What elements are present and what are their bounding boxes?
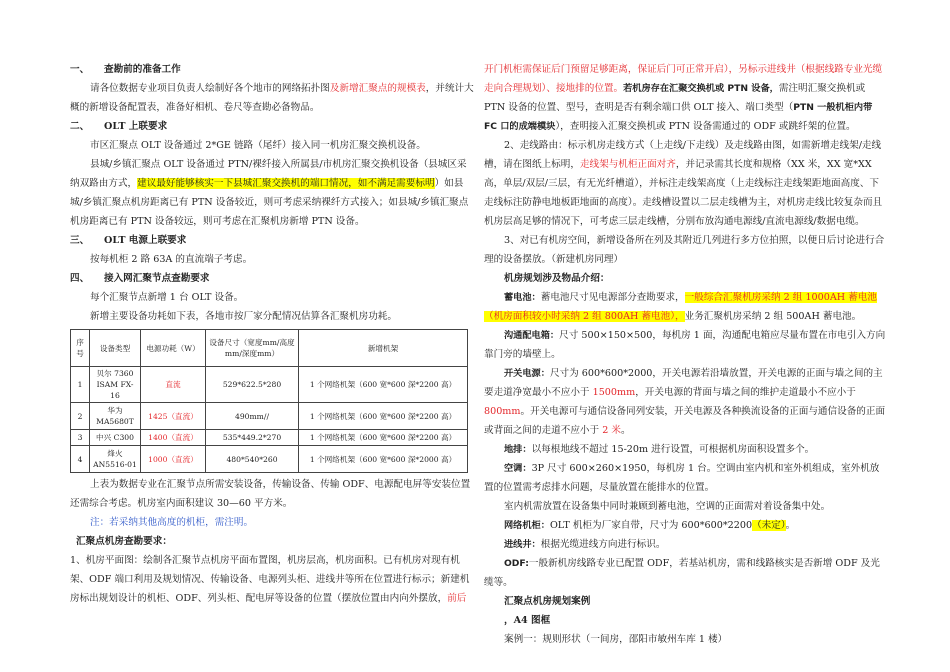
- item-label: 网络机柜：: [504, 520, 550, 531]
- item-label: ODF:: [504, 558, 529, 569]
- table-row: [71, 403, 468, 430]
- table-cell: 中兴 C300: [90, 430, 141, 446]
- left-column: [70, 60, 475, 608]
- item-label: 蓄电池：: [504, 292, 541, 303]
- section-heading: [70, 60, 475, 79]
- paragraph: 开门机柜需保证后门预留足够距离，保证后门可正常开启），另标示进线井（根据线路专业光缆走向合理规划）、接地排的位置。若机房存在汇聚交换机或 PTN 设备，需注明汇聚交换机或 PTN 设备的位置、型号，查明是否有剩余端口供 OLT 接入、端口类型（PTN 一般机柜内带 FC 口的成端模块），查明接入汇聚交换机或 PTN 设备需通过的 ODF 或跳纤架的位置。: [484, 64, 883, 132]
- section-title: 查勘前的准备工作: [104, 64, 181, 75]
- table-header: 序号: [71, 330, 90, 367]
- section-heading: [70, 117, 475, 136]
- table-cell: 1: [71, 367, 90, 403]
- section-number: 一、: [70, 64, 90, 75]
- item-label: 空调：: [504, 463, 532, 474]
- paragraph: 市区汇聚点 OLT 设备通过 2*GE 链路（尾纤）接入同一机房汇聚交换机设备。: [90, 140, 426, 151]
- paragraph: 室内机需放置在设备集中同时兼顾到蓄电池，空调的正面需对着设备集中处。: [504, 501, 831, 512]
- table-cell: 4: [71, 446, 90, 473]
- paragraph: 开关电源：尺寸为 600*600*2000，开关电源若沿墙放置，开关电源的正面与墙之间的主要走道净宽最小不应小于 1500mm，开关电源的背面与墙之间的维护走道最小不应小于 800mm。开关电源可与通信设备同列安装，开关电源及各种换流设备的正面与通信设备的正面或背面之间的走道不应小于 2 米。: [484, 368, 886, 436]
- item-label: 地排：: [504, 444, 532, 455]
- paragraph: ODF:一般新机房线路专业已配置 ODF，若基站机房，需和线路核实是否新增 ODF 及光缆等。: [484, 558, 880, 588]
- table-header: 新增机架: [299, 330, 468, 367]
- table-cell: 1 个网络机架（600 宽*600 深*2200 高）: [299, 430, 468, 446]
- bold-text: 若机房存在汇聚交换机或 PTN 设备，: [623, 83, 779, 94]
- subsection-title: 汇聚点机房规划案例: [504, 596, 591, 607]
- paragraph: 上表为数据专业在汇聚节点所需安装设备，传输设备、传输 ODF、电源配电屏等安装位置还需综合考虑。机房室内面积建议 30—60 平方米。: [70, 479, 471, 509]
- subsection-title: 汇聚点机房查勘要求：: [76, 536, 172, 547]
- paragraph: 新增主要设备功耗如下表，各地市按厂家分配情况估算各汇聚机房功耗。: [90, 311, 397, 322]
- section-title: 接入网汇聚节点查勘要求: [104, 273, 210, 284]
- table-cell: 1000（直流）: [141, 446, 206, 473]
- table-row: [71, 367, 468, 403]
- table-cell: 烽火 AN5516-01: [90, 446, 141, 473]
- paragraph: 每个汇聚节点新增 1 台 OLT 设备。: [90, 292, 244, 303]
- red-text: 前后: [447, 593, 467, 604]
- table-header: 电源功耗（W）: [141, 330, 206, 367]
- right-column: [484, 60, 886, 649]
- paragraph: 地排：以每根地线不超过 15-20m 进行设置，可根据机房面积设置多个。: [504, 444, 815, 455]
- note-text: 注：若采纳其他高度的机柜，需注明。: [90, 517, 254, 528]
- item-label: 进线井：: [504, 539, 541, 550]
- table-row: [71, 446, 468, 473]
- table-cell: 1 个网络机架（600 宽*600 深*2200 高）: [299, 403, 468, 430]
- table-cell: 480*540*260: [206, 446, 299, 473]
- section-title: OLT 电源上联要求: [104, 235, 187, 246]
- paragraph: 案例一：规则形状（一间房，邵阳市敏州车库 1 楼）: [504, 634, 728, 645]
- red-text: ，另标示进线井（根据线路专业光缆走向合理规划）、接地排的位置。: [484, 64, 883, 94]
- paragraph: 请各位数据专业项目负责人绘制好各个地市的网络拓扑图及新增汇聚点的规模表，并统计大概的新增设备配置表，准备好相机、卷尺等查勘必备物品。: [70, 83, 474, 113]
- section-number: 三、: [70, 235, 90, 246]
- equipment-table: [70, 329, 468, 473]
- table-cell: 535*449.2*270: [206, 430, 299, 446]
- subsection-title: ，A4 图框: [504, 615, 551, 626]
- table-header-row: [71, 330, 468, 367]
- table-cell: 1400（直流）: [141, 430, 206, 446]
- red-text: 1500mm: [592, 387, 636, 398]
- paragraph: 进线井：根据光缆进线方向进行标识。: [504, 539, 666, 550]
- highlighted-text: 建议最好能够核实一下县城汇聚交换机的端口情况，如不满足需要标明: [137, 178, 435, 189]
- red-text: 800mm: [484, 406, 521, 417]
- table-cell: 直流: [141, 367, 206, 403]
- bold-text: PTN 一般机柜内带 FC 口的成端模块: [484, 102, 873, 132]
- table-cell: 华为 MA5680T: [90, 403, 141, 430]
- paragraph: 沟通配电箱：尺寸 500×150×500，每机房 1 面，沟通配电箱应尽量布置在市电引入方向靠门旁的墙壁上。: [484, 330, 886, 360]
- table-cell: 490mm//: [206, 403, 299, 430]
- table-cell: 2: [71, 403, 90, 430]
- red-text: 2 米: [602, 425, 621, 436]
- red-text: 走线架与机柜正面对齐: [579, 159, 676, 170]
- paragraph: 2、走线路由：标示机房走线方式（上走线/下走线）及走线路由图，如需新增走线架/走线槽，请在图纸上标明，走线架与机柜正面对齐，并记录需其长度和规格（XX 米，XX 宽*XX 高，单层/双层/三层，有无光纤槽道），并标注走线架高度（上走线标注走线架距地面高度、下走线标注防静电地板距地面的高度）。走线槽设置以二层走线槽为主，对机房走线比较复杂而且机房层高足够的情况下，可考虑三层走线槽，分别布放沟通电源线/直流电源线/数据电缆。: [484, 140, 883, 227]
- table-cell: 1 个网络机架（600 宽*600 深*2200 高）: [299, 367, 468, 403]
- subsection-title: 机房规划涉及物品介绍：: [504, 273, 610, 284]
- red-text: 及新增汇聚点的规模表: [329, 83, 426, 94]
- section-number: 四、: [70, 273, 90, 284]
- table-cell: 贝尔 7360 ISAM FX-16: [90, 367, 141, 403]
- section-title: OLT 上联要求: [104, 121, 168, 132]
- table-header: 设备尺寸（宽度mm/高度mm/深度mm）: [206, 330, 299, 367]
- item-label: 沟通配电箱：: [504, 330, 560, 341]
- section-heading: [70, 231, 475, 250]
- paragraph: 3、对已有机房空间，新增设备所在列及其附近几列进行多方位拍照，以便日后讨论进行合理的设备摆放。（新建机房同理）: [484, 235, 885, 265]
- highlighted-text: 一般综合汇聚机房采纳 2 组 1000AH 蓄电池（机房面积较小时采纳 2 组 800AH 蓄电池），: [484, 292, 877, 322]
- paragraph: 空调：3P 尺寸 600×260×1950，每机房 1 台。空调由室内机和室外机组成，室外机放置的位置需考虑排水问题，尽量放置在能排水的位置。: [484, 463, 880, 493]
- table-cell: 3: [71, 430, 90, 446]
- table-cell: 1 个网络机架（600 宽*600 深*2000 高）: [299, 446, 468, 473]
- paragraph: 县城/乡镇汇聚点 OLT 设备通过 PTN/裸纤接入所属县/市机房汇聚交换机设备（县城区采纳双路由方式，建议最好能够核实一下县城汇聚交换机的端口情况，如不满足需要标明）如县城/乡镇汇聚点机房距离已有 PTN 设备较近，则可考虑采纳裸纤方式接入；如县城/乡镇汇聚点机房距离已有 PTN 设备较远，则可考虑在汇聚机房新增 PTN 设备。: [70, 159, 469, 227]
- section-heading: [70, 269, 475, 288]
- paragraph: 蓄电池：蓄电池尺寸见电源部分查勘要求，一般综合汇聚机房采纳 2 组 1000AH 蓄电池（机房面积较小时采纳 2 组 800AH 蓄电池），业务汇聚机房采纳 2 组 500AH 蓄电池。: [484, 292, 877, 322]
- paragraph: 网络机柜：OLT 机柜为厂家自带，尺寸为 600*600*2200（未定）。: [504, 520, 796, 531]
- paragraph: 1、机房平面图：绘制各汇聚节点机房平面布置图，机房层高，机房面积。已有机房对现有机架、ODF 端口利用及规划情况、传输设备、电源列头柜、进线井等所在位置进行标示；新建机房标出规划设计的机柜、ODF、列头柜、配电屏等设备的位置（摆放位置由内向外摆放，前后: [70, 555, 470, 604]
- table-cell: 1425（直流）: [141, 403, 206, 430]
- highlighted-text: （未定）: [752, 520, 786, 531]
- table-header: 设备类型: [90, 330, 141, 367]
- table-row: [71, 430, 468, 446]
- paragraph: 按每机柜 2 路 63A 的直流端子考虑。: [90, 254, 253, 265]
- table-cell: 529*622.5*280: [206, 367, 299, 403]
- section-number: 二、: [70, 121, 90, 132]
- item-label: 开关电源：: [504, 368, 550, 379]
- red-text: 开门机柜需保证后门预留足够距离，保证后门可正常开启）: [484, 64, 729, 75]
